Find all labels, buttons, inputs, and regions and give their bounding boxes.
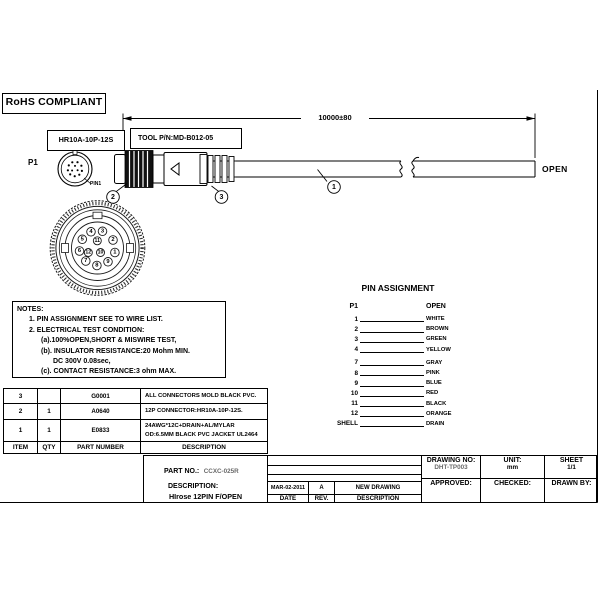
wire-row: 3 GREEN — [354, 335, 447, 343]
bom-header-row: ITEM QTY PART NUMBER DESCRIPTION — [4, 442, 268, 454]
connector-face-detail — [50, 201, 145, 296]
svg-text:7: 7 — [84, 258, 88, 264]
note-line: 1. PIN ASSIGNMENT SEE TO WIRE LIST. — [29, 316, 163, 324]
pin-assignment-header — [336, 301, 460, 312]
svg-text:5: 5 — [80, 236, 84, 243]
pin1-label: PIN1 — [90, 181, 102, 187]
desc-header: DESCRIPTION — [334, 495, 421, 502]
svg-text:2: 2 — [111, 237, 115, 243]
revision-block — [267, 456, 421, 502]
pin-assignment-list — [336, 301, 460, 429]
wire-row: 7 GRAY — [354, 359, 443, 367]
bom-row: 2 1 A0640 12P CONNECTOR:HR10A-10P-12S. — [4, 404, 268, 420]
wire-row: 9 BLUE — [354, 379, 442, 387]
revision-desc: NEW DRAWING — [334, 482, 421, 494]
revision-header-row — [268, 495, 421, 502]
bom-row: 1 1 E0833 24AWG*12C+DRAIN+AL/MYLAR OD:6.5MM BLACK PVC JACKET UL2464 — [4, 420, 268, 442]
svg-text:8: 8 — [95, 262, 99, 269]
callout-3: 3 — [219, 194, 224, 201]
sheet-value: 1/1 — [567, 464, 576, 471]
note-line: DC 300V 0.08sec, — [53, 358, 111, 366]
unit-value: mm — [506, 464, 519, 471]
wire-line — [360, 421, 424, 428]
checked-label: CHECKED: — [480, 479, 544, 502]
rohs-compliant-badge: RoHS COMPLIANT — [2, 93, 106, 114]
wire-row: 4 YELLOW — [354, 346, 451, 354]
svg-text:1: 1 — [113, 249, 117, 256]
connector-part-label: HR10A-10P-12S — [47, 130, 125, 151]
cable-break-left — [400, 161, 402, 177]
info-top-row — [422, 456, 598, 479]
wire-row: SHELL DRAIN — [337, 420, 445, 428]
wire-row: 12 ORANGE — [350, 410, 452, 418]
rev-header: REV. — [308, 495, 334, 502]
title-block — [143, 455, 597, 503]
face-pin-numbers — [78, 228, 117, 268]
description-value: HIrose 12PIN F/OPEN — [168, 492, 243, 501]
svg-text:6: 6 — [77, 248, 82, 254]
date-header: DATE — [279, 495, 297, 503]
info-bottom-row — [422, 479, 598, 502]
dim-arrow-right — [527, 116, 536, 121]
drawn-by-label: DRAWN BY: — [544, 479, 598, 502]
wire-line — [360, 390, 424, 397]
note-line: (c). CONTACT RESISTANCE:3 ohm MAX. — [41, 368, 177, 376]
revision-empty-row — [268, 456, 421, 466]
revision-date: MAR-02-2011 — [270, 485, 306, 492]
bom-row: 3 G0001 ALL CONNECTORS MOLD BLACK PVC. — [4, 389, 268, 404]
pin-assignment-title: PIN ASSIGNMENT — [361, 283, 435, 293]
revision-empty-row — [268, 475, 421, 483]
wire-line — [360, 380, 424, 387]
note-line: (b). INSULATOR RESISTANCE:20 Mohm MIN. — [41, 347, 190, 355]
note-line: (a).100%OPEN,SHORT & MISWIRE TEST, — [41, 337, 177, 345]
wire-row: 11 BLACK — [351, 400, 447, 408]
cable — [236, 157, 535, 177]
revision-entry-row — [268, 482, 421, 495]
header-open: OPEN — [426, 303, 446, 310]
wire-row: 10 RED — [350, 389, 439, 397]
p1-label: P1 — [28, 158, 38, 167]
wire-row: 2 BROWN — [354, 325, 449, 333]
note-line: 2. ELECTRICAL TEST CONDITION: — [29, 326, 145, 334]
part-no-label: PART NO.: — [164, 468, 200, 475]
revision-rev: A — [308, 482, 334, 494]
wire-line — [360, 400, 424, 407]
sheet-label: SHEET — [559, 457, 584, 464]
svg-text:11: 11 — [94, 237, 101, 244]
title-block-info-section — [421, 456, 598, 502]
wire-line — [360, 316, 424, 323]
cable-length-dimension: 10000±80 — [301, 112, 369, 123]
open-end-label: OPEN — [542, 164, 568, 174]
unit-label: UNIT: — [503, 457, 522, 464]
drawing-no-value: DHT-TP003 — [434, 464, 468, 471]
header-p1: P1 — [349, 303, 358, 310]
wire-line — [360, 336, 424, 343]
svg-text:9: 9 — [106, 258, 110, 265]
notes-box — [12, 301, 226, 378]
part-no-value: CCXC-025R — [203, 468, 239, 475]
cable-break-right — [412, 161, 414, 177]
wire-line — [360, 370, 424, 377]
wire-line — [360, 326, 424, 333]
title-block-part-section — [144, 456, 267, 502]
strain-relief — [208, 156, 236, 183]
tool-part-label: TOOL P/N:MD-B012-05 — [130, 128, 242, 149]
svg-text:12: 12 — [85, 249, 92, 256]
callout-1: 1 — [332, 184, 336, 191]
svg-text:10: 10 — [97, 249, 104, 256]
revision-empty-row — [268, 466, 421, 475]
wire-line — [360, 346, 424, 353]
connector-face-small — [58, 151, 92, 186]
wire-row: 1 WHITE — [354, 315, 445, 323]
wire-line — [360, 410, 424, 417]
wire-line — [360, 360, 424, 367]
approved-label: APPROVED: — [430, 480, 472, 487]
connector-side-view — [115, 151, 237, 188]
dim-arrow-left — [123, 116, 132, 121]
svg-text:3: 3 — [100, 228, 105, 235]
callout-2: 2 — [111, 194, 115, 201]
svg-text:4: 4 — [89, 228, 93, 235]
drawing-no-label: DRAWING NO: — [426, 457, 476, 464]
bom-table — [3, 388, 268, 454]
notes-title: NOTES: — [17, 306, 44, 313]
wire-row: 8 PINK — [354, 369, 440, 377]
description-label: DESCRIPTION: — [168, 483, 219, 490]
